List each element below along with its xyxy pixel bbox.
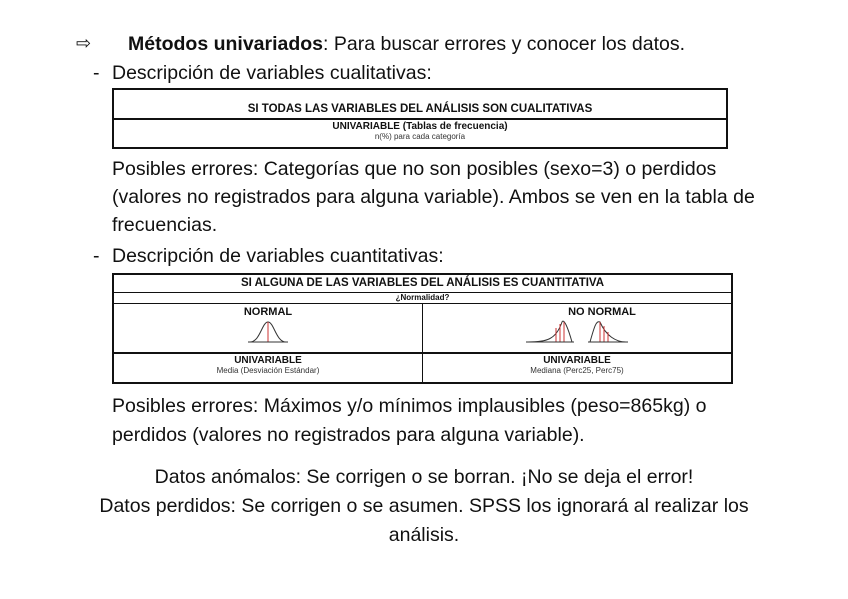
normal-cell: [113, 304, 423, 354]
heading-rest-text: : Para buscar errores y conocer los datos.: [323, 33, 686, 55]
qualitative-row-title: UNIVARIABLE (Tablas de frecuencia): [332, 121, 508, 132]
normal-result-note: Media (Desviación Estándar): [216, 366, 320, 375]
qualitative-table-row: [113, 119, 727, 148]
qualitative-errors-line-3: frecuencias.: [112, 214, 218, 236]
non-normal-result-cell: [423, 353, 733, 383]
quantitative-errors-line-1: Posibles errores: Máximos y/o mínimos implausibles (peso=865kg) o: [112, 395, 707, 417]
quantitative-table: [112, 273, 733, 384]
quantitative-header-text: SI ALGUNA DE LAS VARIABLES DEL ANÁLISIS ES CUANTITATIVA: [240, 277, 605, 289]
quantitative-table-header: [113, 274, 732, 293]
skewed-right-curve-icon: [588, 318, 628, 344]
qualitative-errors-line-2: (valores no registrados para alguna variable). Ambos se ven en la tabla de: [112, 186, 755, 208]
normality-row: [113, 293, 732, 304]
qualitative-label: Descripción de variables cualitativas:: [112, 62, 432, 84]
normal-result-title: UNIVARIABLE: [234, 355, 302, 366]
skewed-left-curve-icon: [526, 318, 574, 344]
arrow-right-outline-icon: ⇨: [76, 33, 92, 53]
heading-bold-text: Métodos univariados: [128, 33, 324, 55]
quantitative-label: Descripción de variables cuantitativas:: [112, 245, 444, 267]
non-normal-label: NO NORMAL: [568, 306, 636, 318]
bullet-dash: -: [93, 62, 100, 84]
qualitative-errors-line-1: Posibles errores: Categorías que no son posibles (sexo=3) o perdidos: [112, 158, 717, 180]
qualitative-table: [112, 88, 728, 149]
normal-label: NORMAL: [243, 306, 293, 318]
summary-line-3: análisis.: [388, 524, 460, 546]
qualitative-row-note: n(%) para cada categoría: [374, 132, 466, 141]
non-normal-result-note: Mediana (Perc25, Perc75): [530, 366, 624, 375]
normal-curve-icon: [248, 318, 288, 344]
qualitative-table-header: [113, 89, 727, 119]
non-normal-result-title: UNIVARIABLE: [543, 355, 611, 366]
summary-line-1: Datos anómalos: Se corrigen o se borran. ¡No se deja el error!: [154, 466, 694, 488]
quantitative-errors-line-2: perdidos (valores no registrados para alguna variable).: [112, 424, 585, 446]
qualitative-header-text: SI TODAS LAS VARIABLES DEL ANÁLISIS SON CUALITATIVAS: [247, 103, 593, 115]
section-heading: [128, 31, 685, 57]
summary-line-2: Datos perdidos: Se corrigen o se asumen. SPSS los ignorará al realizar los: [99, 495, 749, 517]
normal-result-cell: [113, 353, 423, 383]
non-normal-cell: [423, 304, 733, 354]
bullet-dash: -: [93, 245, 100, 267]
normality-question: ¿Normalidad?: [395, 293, 450, 302]
